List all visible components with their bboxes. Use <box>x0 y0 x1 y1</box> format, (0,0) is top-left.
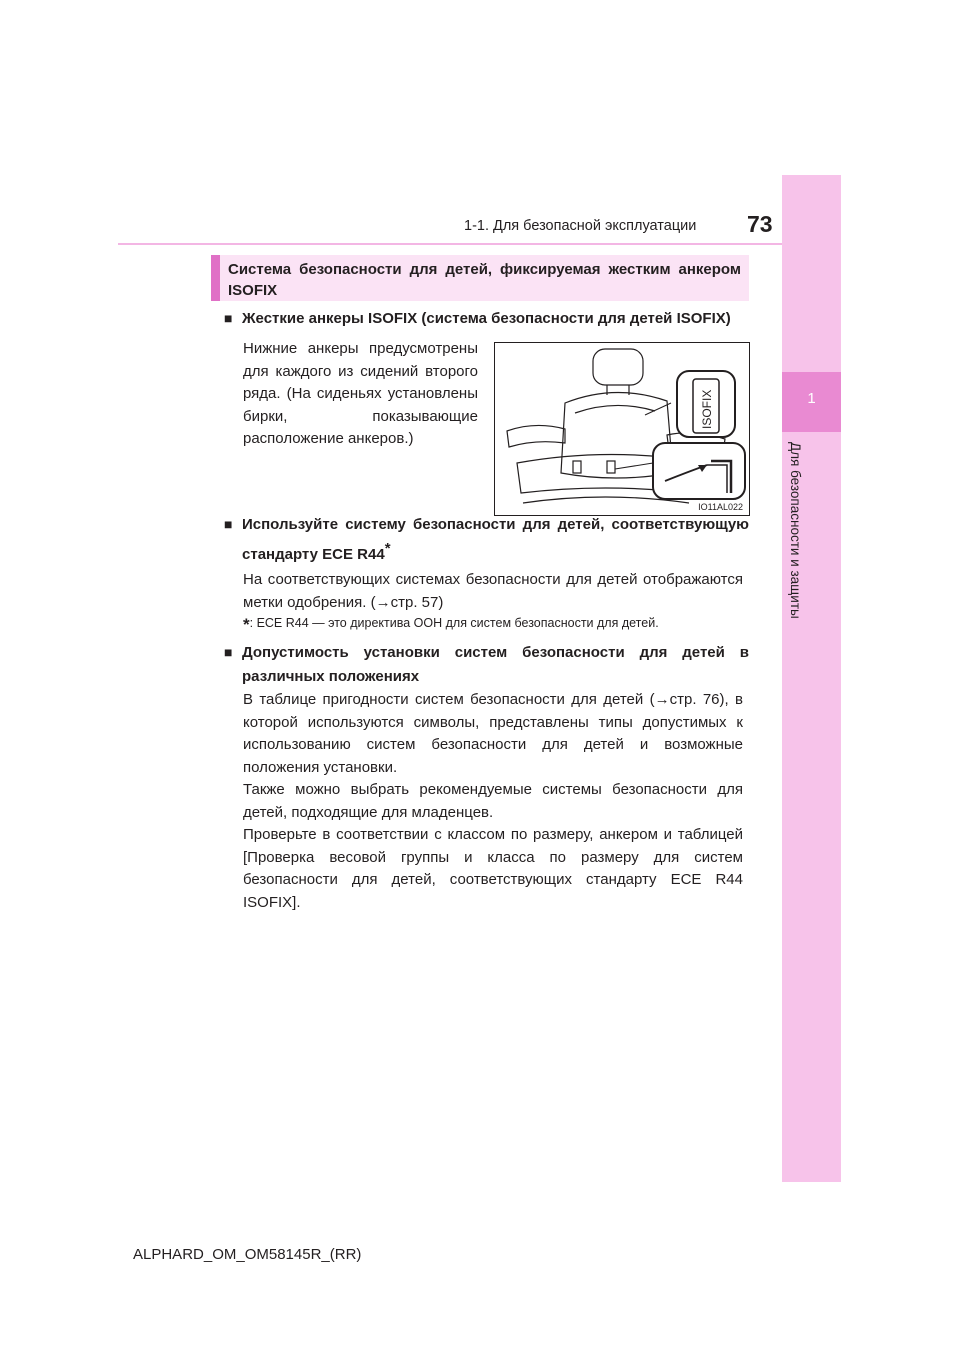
positions-paragraph-2: Также можно выбрать рекомендуемые системы безопасности для детей, подходящие для младенцев. <box>243 781 743 821</box>
bullet-icon: ■ <box>224 516 233 532</box>
isofix-seat-illustration <box>494 342 750 516</box>
footnote-star: * <box>243 615 250 634</box>
footnote: *: ECE R44 — это директива ООН для систем безопасности для детей. <box>243 615 659 634</box>
bullet-icon: ■ <box>224 310 233 326</box>
seat-drawing <box>495 343 749 515</box>
footnote-mark: * <box>384 540 391 557</box>
isofix-anchors-text: Нижние анкеры предусмотрены для каждого из сидений второго ряда. (На сиденьях установлены бирки, показывающие расположение анкеров.) <box>243 340 478 447</box>
positions-paragraph-1: В таблице пригодности систем безопасности для детей (→стр. 76), в которой используются символы, представлены типы допустимых к использованию систем безопасности для детей и возможные положения установки. <box>243 691 743 776</box>
subsection-heading-positions: ■ Допустимость установки систем безопасности для детей в различных положениях <box>224 641 749 689</box>
header-rule <box>118 243 841 245</box>
figure-code: IO11AL022 <box>698 502 743 512</box>
ece-r44-text: На соответствующих системах безопасности для детей отображаются метки одобрения. (→стр. 57) <box>243 571 743 611</box>
chapter-number: 1 <box>807 390 816 407</box>
chapter-title: Для безопасности и защиты <box>788 442 803 619</box>
subsection-heading-ece-r44: ■ Используйте систему безопасности для детей, соответствующую стандарту ECE R44* <box>224 513 749 567</box>
running-header: 1-1. Для безопасной эксплуатации <box>464 218 697 234</box>
positions-text <box>243 689 743 914</box>
document-footer-code: ALPHARD_OM_OM58145R_(RR) <box>133 1246 362 1263</box>
subsection-heading-isofix-anchors: ■ Жесткие анкеры ISOFIX (система безопасности для детей ISOFIX) <box>224 307 749 331</box>
positions-paragraph-3: Проверьте в соответствии с классом по размеру, анкером и таблицей [Проверка весовой группы и класса по размеру для систем безопасности для детей, соответствующих стандарту ECE R44 ISOFIX]. <box>243 826 743 911</box>
section-title: Система безопасности для детей, фиксируемая жестким анкером ISOFIX <box>211 255 749 301</box>
page-number: 73 <box>747 211 773 237</box>
chapter-side-tab <box>782 175 841 1182</box>
bullet-icon: ■ <box>224 644 233 660</box>
isofix-tag-text: ISOFIX <box>700 389 714 429</box>
